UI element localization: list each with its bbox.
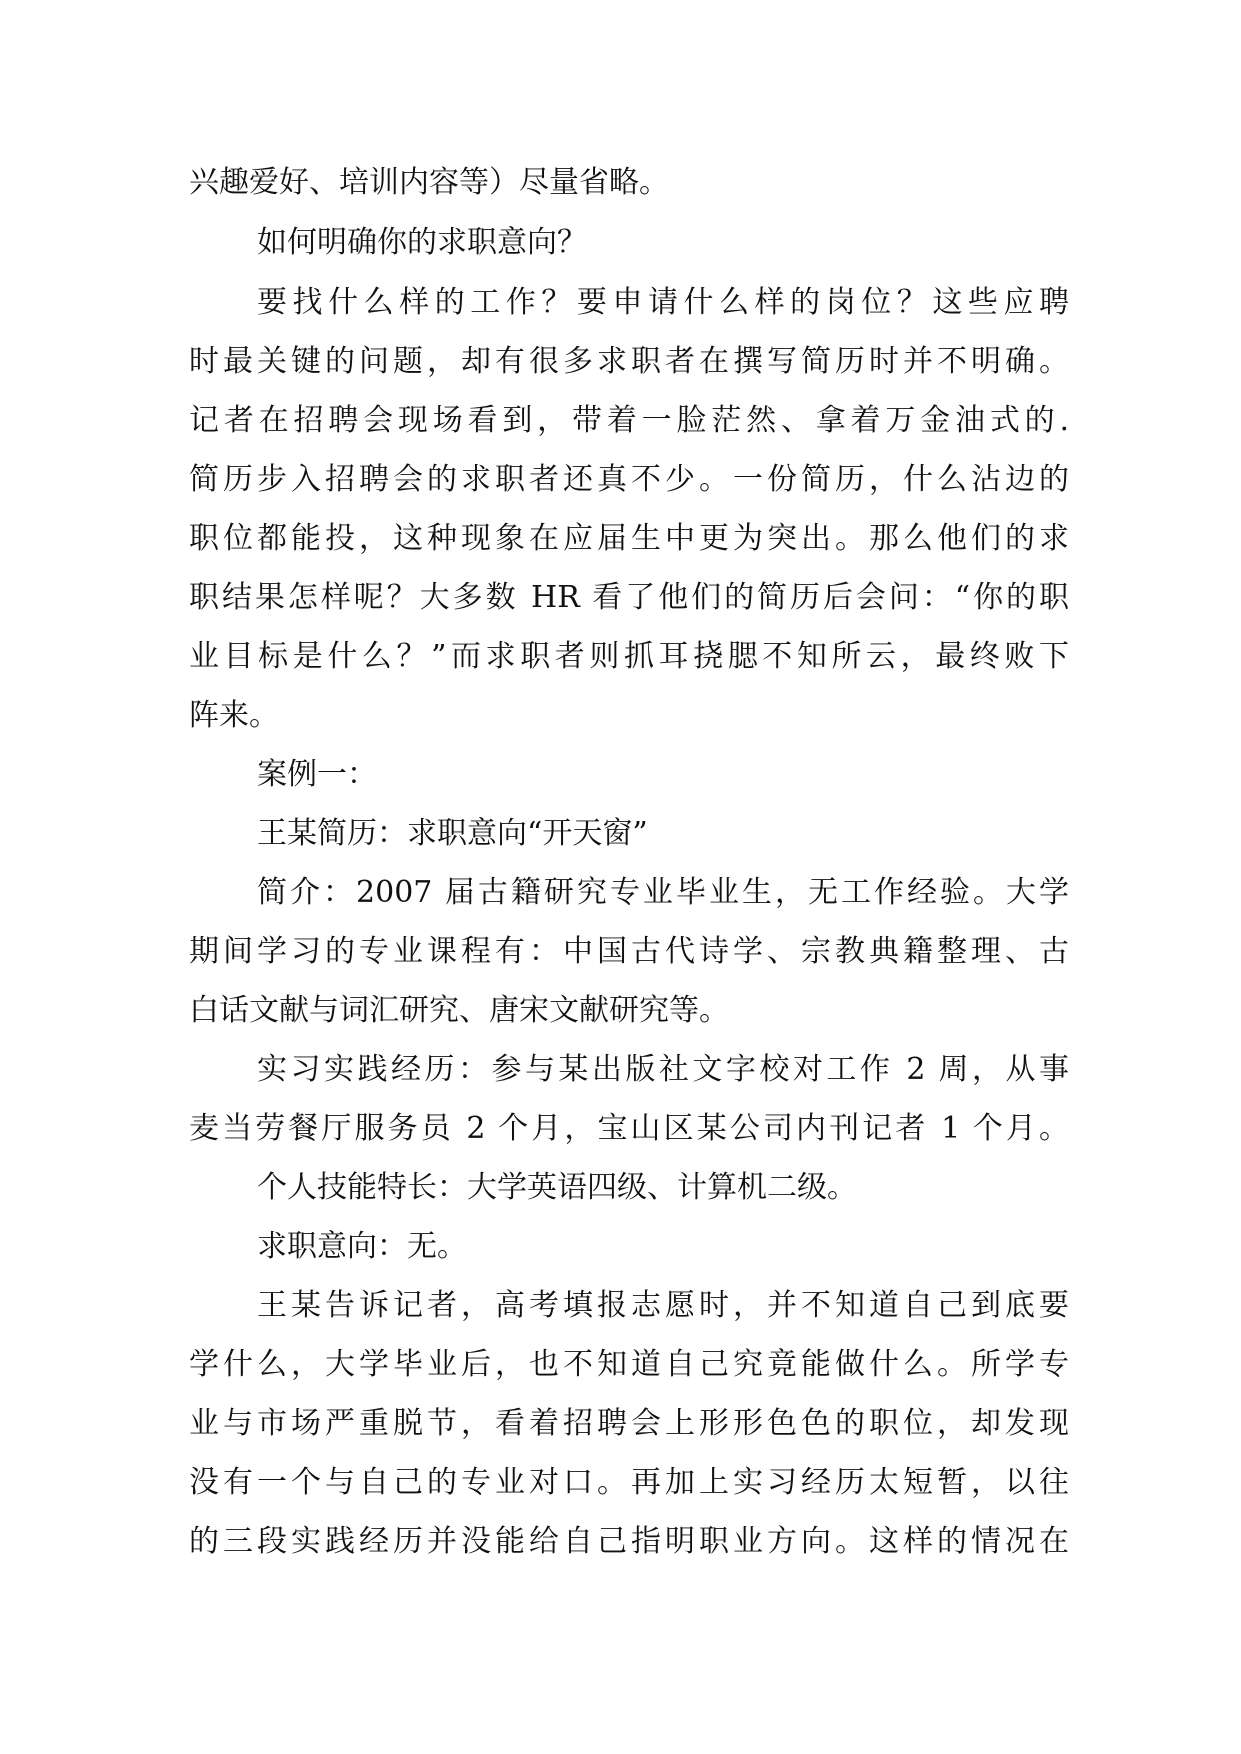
text-line-23: 没有一个与自己的专业对口。再加上实习经历太短暂，以往 bbox=[189, 1465, 1069, 1500]
text-line-21: 学什么，大学毕业后，也不知道自己究竟能做什么。所学专 bbox=[189, 1347, 1069, 1382]
case-label: 案例一： bbox=[257, 757, 377, 792]
text-line-16: 实习实践经历：参与某出版社文字校对工作 2 周，从事 bbox=[257, 1052, 1069, 1087]
text-line-22: 业与市场严重脱节，看着招聘会上形形色色的职位，却发现 bbox=[189, 1406, 1069, 1441]
text-line-10: 阵来。 bbox=[189, 698, 279, 733]
case-title: 王某简历：求职意向“开天窗” bbox=[257, 816, 648, 851]
question-heading: 如何明确你的求职意向？ bbox=[257, 225, 587, 260]
text-line-6: 简历步入招聘会的求职者还真不少。一份简历，什么沾边的 bbox=[189, 462, 1069, 497]
text-line-3: 要找什么样的工作？要申请什么样的岗位？这些应聘 bbox=[257, 285, 1069, 320]
text-line-20: 王某告诉记者，高考填报志愿时，并不知道自己到底要 bbox=[257, 1288, 1069, 1323]
text-line-4: 时最关键的问题，却有很多求职者在撰写简历时并不明确。 bbox=[189, 344, 1069, 379]
text-line-9: 业目标是什么？”而求职者则抓耳挠腮不知所云，最终败下 bbox=[189, 639, 1069, 674]
text-line-19: 求职意向：无。 bbox=[257, 1229, 467, 1264]
text-line-7: 职位都能投，这种现象在应届生中更为突出。那么他们的求 bbox=[189, 521, 1069, 556]
text-line-5: 记者在招聘会现场看到，带着一脸茫然、拿着万金油式的. bbox=[189, 403, 1069, 438]
text-line-18: 个人技能特长：大学英语四级、计算机二级。 bbox=[257, 1170, 857, 1205]
text-line-8: 职结果怎样呢？大多数 HR 看了他们的简历后会问：“你的职 bbox=[189, 580, 1069, 615]
text-line-24: 的三段实践经历并没能给自己指明职业方向。这样的情况在 bbox=[189, 1524, 1069, 1559]
text-line-13: 简介：2007 届古籍研究专业毕业生，无工作经验。大学 bbox=[257, 875, 1069, 910]
text-line-15: 白话文献与词汇研究、唐宋文献研究等。 bbox=[189, 993, 729, 1028]
text-line-1: 兴趣爱好、培训内容等）尽量省略。 bbox=[189, 165, 669, 200]
text-line-14: 期间学习的专业课程有：中国古代诗学、宗教典籍整理、古 bbox=[189, 934, 1069, 969]
text-line-17: 麦当劳餐厅服务员 2 个月，宝山区某公司内刊记者 1 个月。 bbox=[189, 1111, 1069, 1146]
